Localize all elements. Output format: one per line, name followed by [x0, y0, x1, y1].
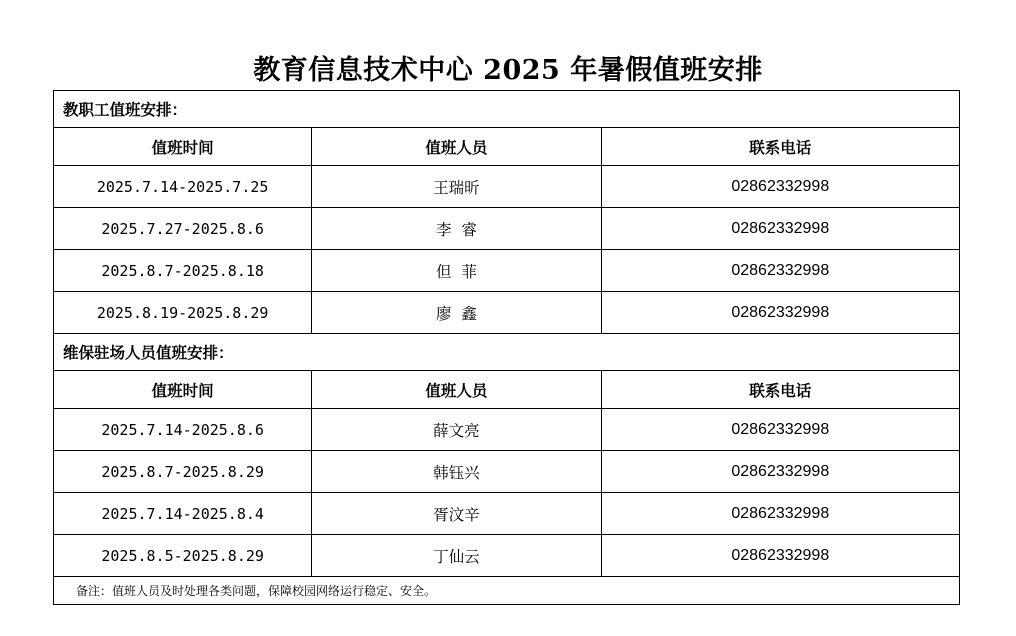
duty-phone: 02862332998 — [601, 451, 959, 493]
duty-time: 2025.8.19-2025.8.29 — [54, 292, 312, 334]
duty-person: 薛文亮 — [312, 409, 601, 451]
duty-person: 丁仙云 — [312, 535, 601, 577]
maintenance-section-heading: 维保驻场人员值班安排： — [54, 334, 960, 371]
duty-person: 廖 鑫 — [312, 292, 601, 334]
footnote: 备注：值班人员及时处理各类问题，保障校园网络运行稳定、安全。 — [54, 577, 960, 605]
duty-time: 2025.7.14-2025.8.4 — [54, 493, 312, 535]
table-row — [54, 409, 960, 451]
table-row — [54, 208, 960, 250]
staff-section-row — [54, 91, 960, 128]
document-title: 教育信息技术中心 2025 年暑假值班安排 — [253, 55, 763, 86]
duty-time: 2025.8.7-2025.8.29 — [54, 451, 312, 493]
duty-person: 但 菲 — [312, 250, 601, 292]
duty-phone: 02862332998 — [601, 250, 959, 292]
duty-person: 王瑞昕 — [312, 166, 601, 208]
duty-time: 2025.7.14-2025.7.25 — [54, 166, 312, 208]
duty-person: 韩钰兴 — [312, 451, 601, 493]
column-header-time: 值班时间 — [54, 371, 312, 409]
column-header-person: 值班人员 — [312, 371, 601, 409]
staff-header-row — [54, 128, 960, 166]
table-row — [54, 292, 960, 334]
table-row — [54, 451, 960, 493]
table-row — [54, 166, 960, 208]
table-row — [54, 250, 960, 292]
duty-person: 胥汶辛 — [312, 493, 601, 535]
duty-time: 2025.8.5-2025.8.29 — [54, 535, 312, 577]
note-row — [54, 577, 960, 605]
duty-phone: 02862332998 — [601, 208, 959, 250]
duty-phone: 02862332998 — [601, 292, 959, 334]
maintenance-section-row — [54, 334, 960, 371]
table-row — [54, 535, 960, 577]
duty-time: 2025.8.7-2025.8.18 — [54, 250, 312, 292]
duty-phone: 02862332998 — [601, 493, 959, 535]
maintenance-header-row — [54, 371, 960, 409]
duty-time: 2025.7.27-2025.8.6 — [54, 208, 312, 250]
duty-time: 2025.7.14-2025.8.6 — [54, 409, 312, 451]
table-row — [54, 493, 960, 535]
duty-person: 李 睿 — [312, 208, 601, 250]
column-header-phone: 联系电话 — [601, 128, 959, 166]
duty-phone: 02862332998 — [601, 166, 959, 208]
duty-phone: 02862332998 — [601, 535, 959, 577]
staff-section-heading: 教职工值班安排： — [54, 91, 960, 128]
column-header-person: 值班人员 — [312, 128, 601, 166]
duty-schedule-table — [53, 90, 960, 605]
duty-phone: 02862332998 — [601, 409, 959, 451]
column-header-phone: 联系电话 — [601, 371, 959, 409]
column-header-time: 值班时间 — [54, 128, 312, 166]
